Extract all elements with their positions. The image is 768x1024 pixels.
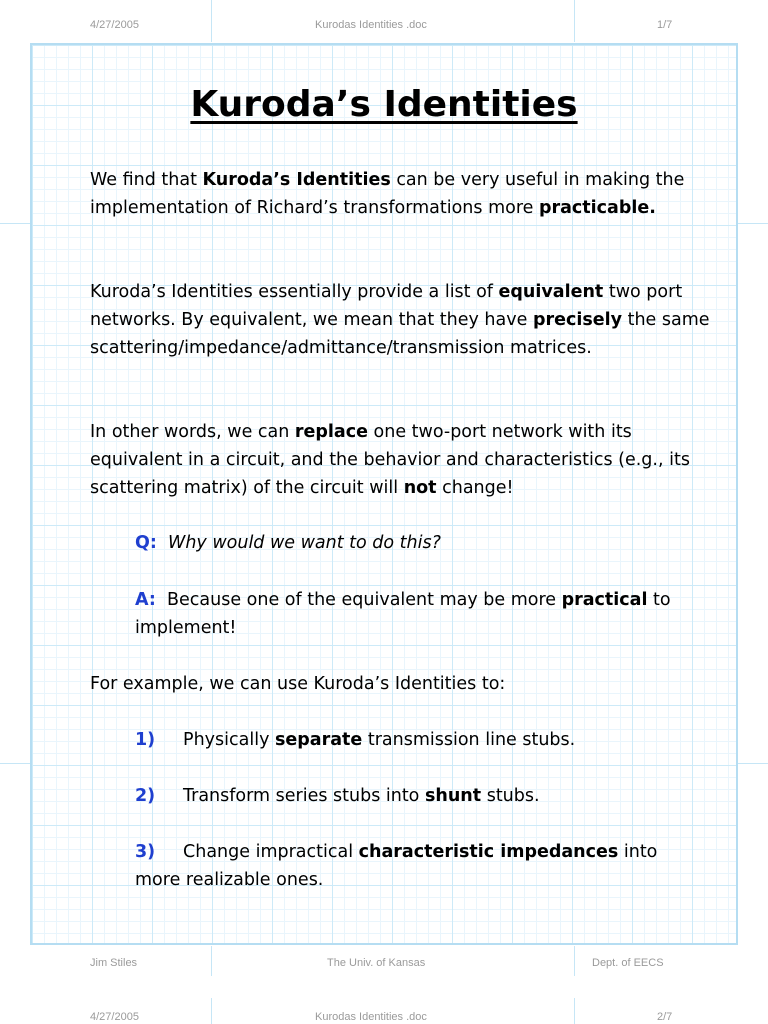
list-item: 1) Physically separate transmission line stubs. [135,730,576,750]
question [135,529,441,557]
footer-divider [574,946,575,976]
paragraph-equivalent: Kuroda’s Identities essentially provide a list of equivalent two port networks. By equivalent, we mean that they have precisely the same scattering/impedance/admittance/transmission matrices. [90,282,710,358]
list-item-number: 3) [135,842,156,862]
next-header-filename: Kurodas Identities .doc [315,1011,427,1023]
list-item: 3) Change impractical characteristic impedances into more realizable ones. [135,842,658,890]
paragraph-replace: In other words, we can replace one two-port network with its equivalent in a circuit, and the behavior and characteristics (e.g., its scattering matrix) of the circuit will not change! [90,422,690,498]
header-divider [211,0,212,42]
footer-author: Jim Stiles [90,957,138,969]
paragraph-intro: We find that Kuroda’s Identities can be very useful in making the implementation of Richard’s transformations more practicable. [90,170,685,218]
answer: A: Because one of the equivalent may be more practical to implement! [135,590,671,638]
footer-university: The Univ. of Kansas [327,957,426,969]
question-text: Why would we want to do this? [168,533,441,553]
margin-guide [0,223,30,224]
page-title: Kuroda’s Identities [190,84,578,125]
list-item-number: 1) [135,730,156,750]
header-divider [574,998,575,1024]
footer-dept: Dept. of EECS [592,957,664,969]
header-page-number: 1/7 [657,19,673,31]
next-header-page-number: 2/7 [657,1011,673,1023]
margin-guide [738,223,768,224]
header-filename: Kurodas Identities .doc [315,19,427,31]
list-intro: For example, we can use Kuroda’s Identities to: [90,674,506,694]
list-item: 2) Transform series stubs into shunt stubs. [135,786,540,806]
header-divider [211,998,212,1024]
footer-divider [211,946,212,976]
next-header-date: 4/27/2005 [90,1011,139,1023]
margin-guide [738,763,768,764]
answer-label: A: [135,590,156,610]
header-divider [574,0,575,42]
header-date: 4/27/2005 [90,19,139,31]
margin-guide [0,763,30,764]
question-label: Q: [135,533,157,553]
list-item-number: 2) [135,786,156,806]
